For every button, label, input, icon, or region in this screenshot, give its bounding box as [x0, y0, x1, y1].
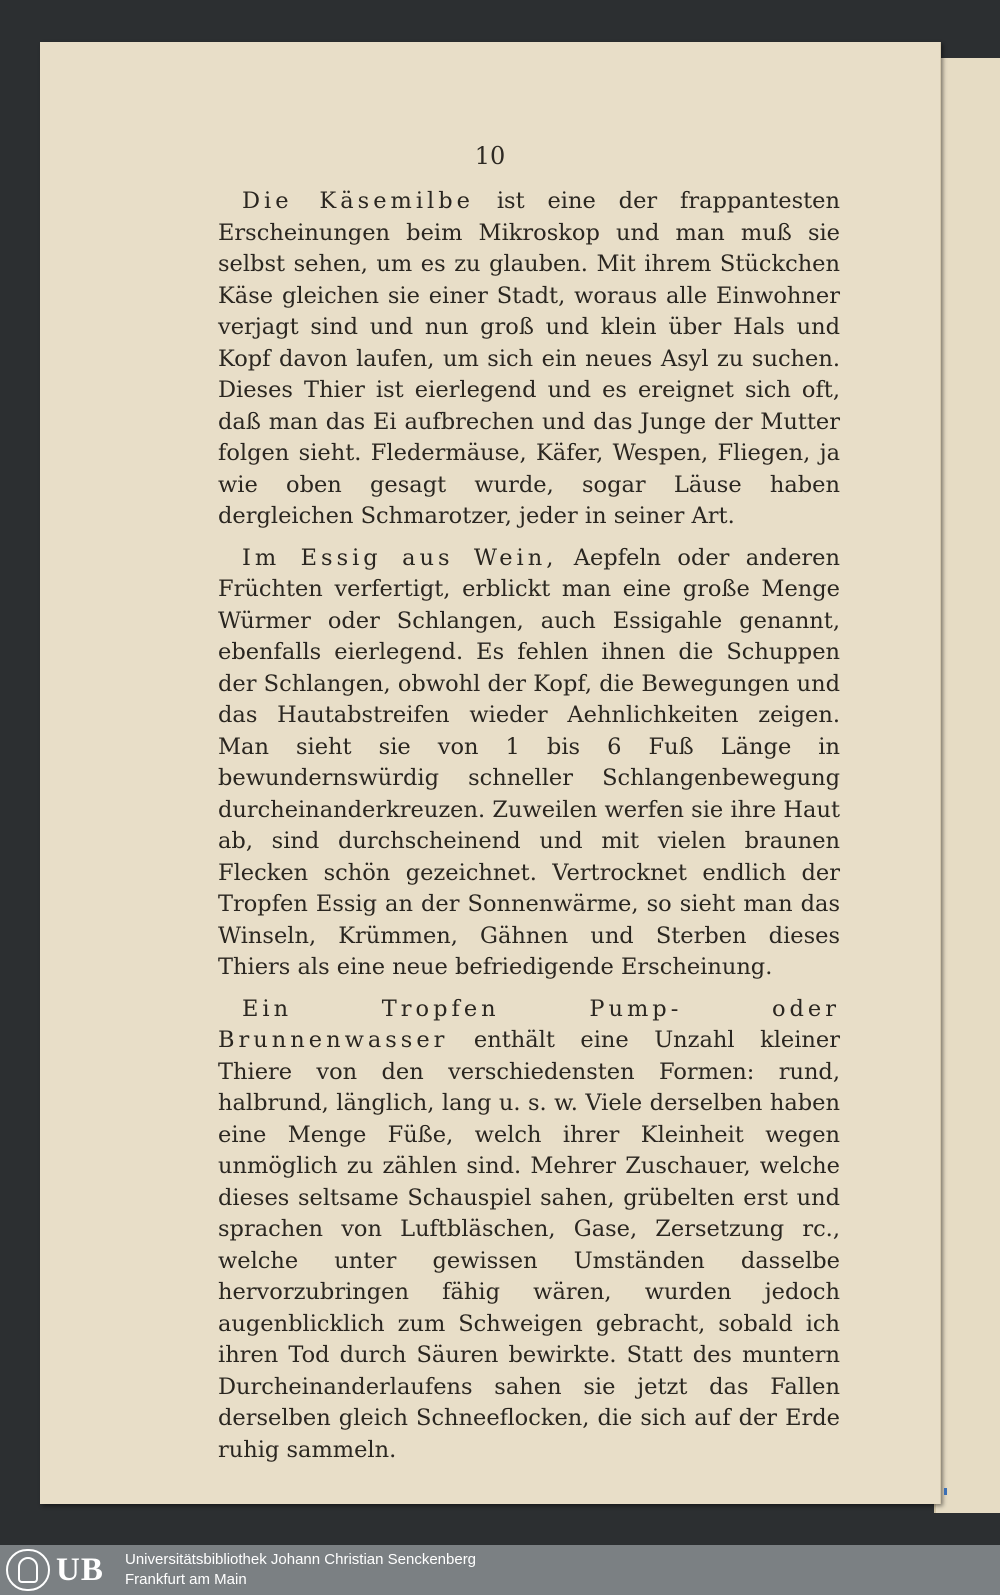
paragraph-cheese-mite: [218, 186, 840, 533]
paragraph-text: enthält eine Unzahl kleiner Thiere von den verschiedensten Formen: rund, halbrund, länglich, lang u. s. w. Viele derselben haben eine Menge Füße, welch ihrer Kleinheit wegen unmöglich zu zählen sind. Mehrer Zuschauer, welche dieses seltsame Schauspiel sahen, grübelten erst und sprachen von Luftbläschen, Gase, Zersetzung rc., welche unter gewissen Umständen dasselbe hervorzubringen fähig wären, wurden jedoch augenblicklich zum Schweigen gebracht, sobald ich ihren Tod durch Säuren bewirkte. Statt des muntern Durcheinanderlaufens sahen sie jetzt das Fallen derselben gleich Schneeflocken, die sich auf der Erde ruhig sammeln.: [218, 1027, 840, 1463]
paragraph-text: ist eine der frappantesten Erscheinungen beim Mikroskop und man muß sie selbst sehen, um es zu glauben. Mit ihrem Stückchen Käse gleichen sie einer Stadt, woraus alle Einwohner verjagt sind und nun groß und klein über Hals und Kopf davon laufen, um sich ein neues Asyl zu suchen. Dieses Thier ist eierlegend und es ereignet sich oft, daß man das Ei aufbrechen und das Junge der Mutter folgen sieht. Fledermäuse, Käfer, Wespen, Fliegen, ja wie oben gesagt wurde, sogar Läuse haben dergleichen Schmarotzer, jeder in seiner Art.: [218, 188, 840, 529]
body-text: [218, 186, 840, 1476]
book-page: [40, 42, 941, 1504]
institution-city: Frankfurt am Main: [125, 1571, 247, 1588]
paragraph-text: Aepfeln oder anderen Früchten verfertigt, erblickt man eine große Menge Würmer oder Schlangen, auch Essigahle genannt, ebenfalls eierlegend. Es fehlen ihnen die Schuppen der Schlangen, obwohl der Kopf, die Bewegungen und das Hautabstreifen wieder Aehnlichkeiten zeigen. Man sieht sie von 1 bis 6 Fuß Länge in bewundernswürdig schneller Schlangenbewegung durcheinanderkreuzen. Zuweilen werfen sie ihre Haut ab, sind durchscheinend und mit vielen braunen Flecken schön gezeichnet. Vertrocknet endlich der Tropfen Essig an der Sonnenwärme, so sieht man das Winseln, Krümmen, Gähnen und Sterben dieses Thiers als eine neue befriedigende Erscheinung.: [218, 544, 840, 980]
spaced-lead: Ein Tropfen Pump- oder Brunnenwasser: [218, 995, 840, 1053]
next-page-edge: [934, 58, 1000, 1513]
logo-text: UB: [56, 1552, 104, 1588]
paragraph-water-drop: [218, 994, 840, 1467]
paragraph-vinegar-eels: [218, 543, 840, 984]
ub-logo[interactable]: [6, 1549, 118, 1591]
spaced-lead: Die Käsemilbe: [242, 188, 474, 214]
page-number: 10: [474, 142, 506, 170]
scan-marker: [944, 1488, 947, 1495]
library-footer: [0, 1545, 1000, 1595]
institution-info: [125, 1550, 476, 1590]
institution-name: Universitätsbibliothek Johann Christian Senckenberg: [125, 1551, 477, 1568]
spaced-lead: Im Essig aus Wein,: [242, 544, 558, 571]
seal-icon: [6, 1549, 50, 1591]
